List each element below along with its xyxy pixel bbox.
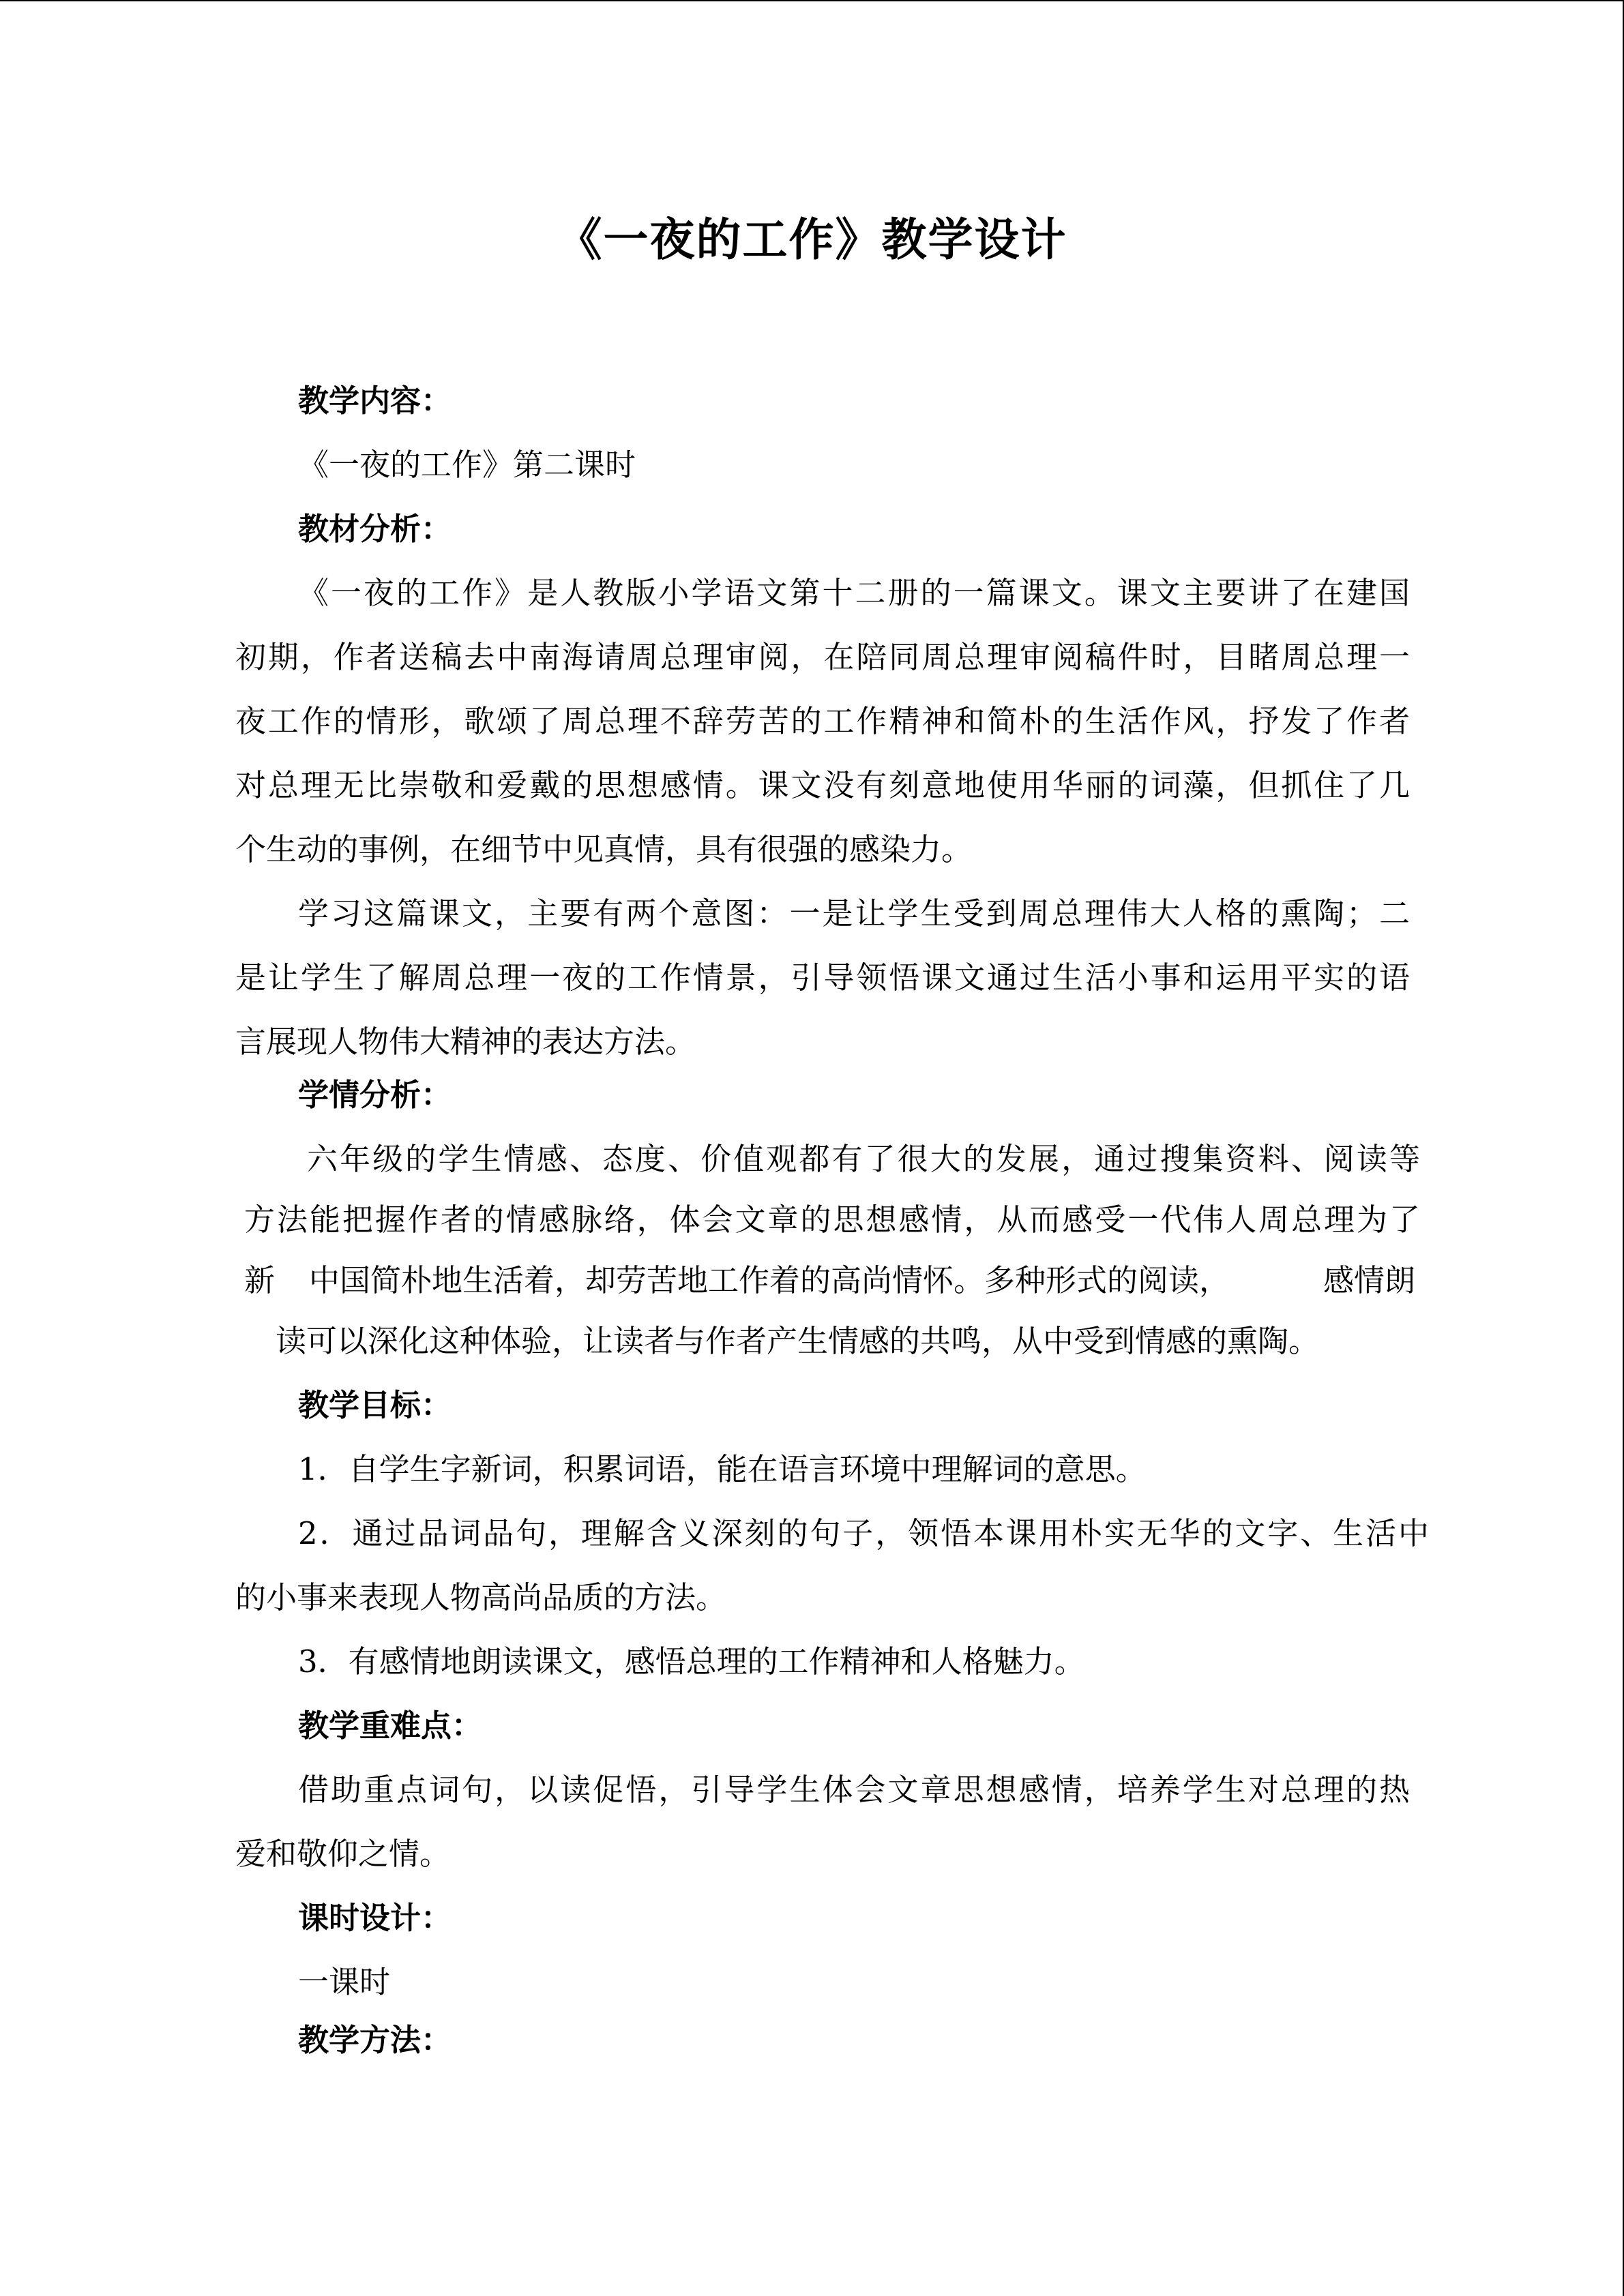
- students-line-3b: 中国简朴地生活着，却劳苦地工作着的高尚情怀。多种形式的阅读，: [309, 1262, 1230, 1298]
- document-title: 《一夜的工作》教学设计: [557, 213, 1067, 266]
- analysis-p1-line-2: 初期，作者送稿去中南海请周总理审阅，在陪同周总理审阅稿件时，目睹周总理一: [235, 639, 1410, 675]
- heading-teaching-methods: 教学方法：: [298, 2022, 452, 2058]
- analysis-p1-line-1: 《一夜的工作》是人教版小学语文第十二册的一篇课文。课文主要讲了在建国: [298, 575, 1410, 611]
- goal-2-line-2: 的小事来表现人物高尚品质的方法。: [235, 1579, 727, 1615]
- analysis-p2-line-3: 言展现人物伟大精神的表达方法。: [235, 1024, 696, 1060]
- key-line-1: 借助重点词句，以读促悟，引导学生体会文章思想感情，培养学生对总理的热: [298, 1772, 1410, 1808]
- key-line-2: 爱和敬仰之情。: [235, 1836, 451, 1872]
- teaching-content-text: 《一夜的工作》第二课时: [298, 447, 636, 483]
- heading-teaching-content: 教学内容：: [298, 383, 452, 419]
- heading-teaching-goals: 教学目标：: [298, 1387, 452, 1423]
- students-line-3c: 感情朗: [1323, 1262, 1416, 1298]
- students-line-3a: 新: [244, 1262, 276, 1298]
- students-line-4: 读可以深化这种体验，让读者与作者产生情感的共鸣，从中受到情感的熏陶。: [276, 1323, 1320, 1359]
- analysis-p1-line-4: 对总理无比崇敬和爱戴的思想感情。课文没有刻意地使用华丽的词藻，但抓住了几: [235, 767, 1410, 803]
- heading-lesson-hours: 课时设计：: [298, 1900, 452, 1936]
- students-line-2: 方法能把握作者的情感脉络，体会文章的思想感情，从而感受一代伟人周总理为了: [244, 1202, 1420, 1238]
- heading-student-analysis: 学情分析：: [298, 1077, 452, 1113]
- goal-1: 1．自学生字新词，积累词语，能在语言环境中理解词的意思。: [298, 1451, 1147, 1487]
- analysis-p1-line-5: 个生动的事例，在细节中见真情，具有很强的感染力。: [235, 831, 973, 867]
- students-line-1: 六年级的学生情感、态度、价值观都有了很大的发展，通过搜集资料、阅读等: [307, 1141, 1420, 1177]
- goal-3: 3．有感情地朗读课文，感悟总理的工作精神和人格魅力。: [298, 1643, 1085, 1680]
- goal-2-line-1: 2．通过品词品句，理解含义深刻的句子，领悟本课用朴实无华的文字、生活中: [298, 1515, 1429, 1551]
- lesson-hours-text: 一课时: [298, 1964, 391, 2000]
- analysis-p2-line-1: 学习这篇课文，主要有两个意图：一是让学生受到周总理伟大人格的熏陶；二: [298, 895, 1410, 931]
- analysis-p1-line-3: 夜工作的情形，歌颂了周总理不辞劳苦的工作精神和简朴的生活作风，抒发了作者: [235, 703, 1410, 739]
- heading-textbook-analysis: 教材分析：: [298, 511, 452, 547]
- heading-key-points: 教学重难点：: [298, 1708, 483, 1744]
- analysis-p2-line-2: 是让学生了解周总理一夜的工作情景，引导领悟课文通过生活小事和运用平实的语: [235, 959, 1410, 996]
